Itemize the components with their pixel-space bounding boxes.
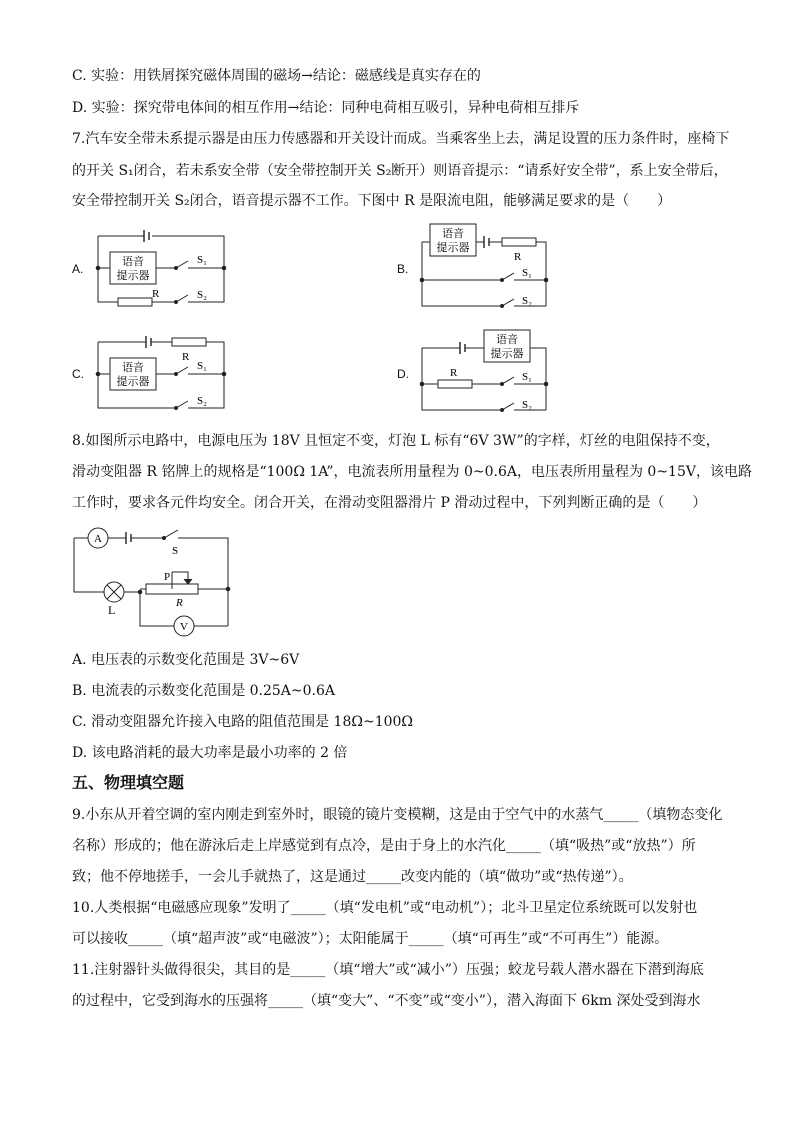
q6-option-d: D. 实验：探究带电体间的相互作用→结论：同种电荷相互吸引，异种电荷相互排斥 xyxy=(72,100,580,116)
q7-option-c-label: C. xyxy=(72,367,84,381)
q8-option-b: B. 电流表的示数变化范围是 0.25A~0.6A xyxy=(72,683,336,699)
device-label-line1: 语音 xyxy=(122,361,144,374)
q7-stem-line-3: 安全带控制开关 S₂闭合，语音提示器不工作。下图中 R 是限流电阻，能够满足要求的是（ ） xyxy=(72,193,672,209)
q7-option-d-label: D. xyxy=(397,367,409,381)
section-title: 五、物理填空题 xyxy=(72,773,185,792)
q8-stem-line-1: 8.如图所示电路中，电源电压为 18V 且恒定不变，灯泡 L 标有“6V 3W”的字样，灯丝的电阻保持不变， xyxy=(72,433,720,449)
q9-line-2: 名称）形成的；他在游泳后走上岸感觉到有点冷，是由于身上的水汽化_____（填“吸热”或“放热”）所 xyxy=(72,838,696,854)
lamp-label: L xyxy=(108,603,116,617)
resistor-label: R xyxy=(182,351,190,363)
q7-circuit-b xyxy=(418,222,558,312)
switch-s1-label: S₁ xyxy=(197,254,207,266)
device-label-line1: 语音 xyxy=(122,255,144,268)
device-label-line1: 语音 xyxy=(496,333,518,346)
q7-option-b-label: B. xyxy=(397,262,409,276)
device-label-line2: 提示器 xyxy=(490,347,524,360)
device-label-line1: 语音 xyxy=(442,227,464,240)
rheostat-label: R xyxy=(176,597,183,609)
resistor-label: R xyxy=(450,367,458,379)
q9-line-3: 致；他不停地搓手，一会儿手就热了，这是通过_____改变内能的（填“做功”或“热传递”）。 xyxy=(72,869,633,885)
q8-option-d: D. 该电路消耗的最大功率是最小功率的 2 倍 xyxy=(72,745,348,761)
switch-s1-label: S₁ xyxy=(522,371,532,383)
resistor-label: R xyxy=(514,251,522,263)
q11-line-2: 的过程中，它受到海水的压强将_____（填“变大”、“不变”或“变小”），潜入海面下 6km 深处受到海水 xyxy=(72,993,701,1009)
q8-stem-line-3: 工作时，要求各元件均安全。闭合开关，在滑动变阻器滑片 P 滑动过程中，下列判断正确的是（ ） xyxy=(72,495,707,511)
q10-line-2: 可以接收_____（填“超声波”或“电磁波”）；太阳能属于_____（填“可再生”或“不可再生”）能源。 xyxy=(72,931,669,947)
slider-label: P xyxy=(164,571,171,583)
switch-s1-label: S₁ xyxy=(522,267,532,279)
q8-stem-line-2: 滑动变阻器 R 铭牌上的规格是“100Ω 1A”，电流表所用量程为 0~0.6A，电压表所用量程为 0~15V，该电路 xyxy=(72,464,752,480)
q7-option-a-label: A. xyxy=(72,262,84,276)
resistor-label: R xyxy=(152,288,160,300)
device-label-line2: 提示器 xyxy=(116,269,150,282)
q9-line-1: 9.小东从开着空调的室内刚走到室外时，眼镜的镜片变模糊，这是由于空气中的水蒸气_____（填物态变化 xyxy=(72,807,723,823)
device-label-line2: 提示器 xyxy=(116,375,150,388)
q10-line-1: 10.人类根据“电磁感应现象”发明了_____（填“发电机”或“电动机”）；北斗卫星定位系统既可以发射也 xyxy=(72,900,698,916)
q11-line-1: 11.注射器针头做得很尖，其目的是_____（填“增大”或“减小”）压强；蛟龙号载人潜水器在下潜到海底 xyxy=(72,962,704,978)
q8-circuit xyxy=(68,522,238,642)
voltmeter-label: V xyxy=(180,621,188,633)
switch-s2-label: S₂ xyxy=(197,395,207,407)
switch-s1-label: S₁ xyxy=(197,360,207,372)
ammeter-label: A xyxy=(94,533,102,545)
q7-circuit-c xyxy=(94,330,234,420)
switch-s2-label: S₂ xyxy=(197,289,207,301)
switch-s2-label: S₂ xyxy=(522,295,532,307)
q8-option-a: A. 电压表的示数变化范围是 3V~6V xyxy=(72,652,300,668)
device-label-line2: 提示器 xyxy=(436,241,470,254)
q7-circuit-a xyxy=(94,224,234,314)
q6-option-c: C. 实验：用铁屑探究磁体周围的磁场→结论：磁感线是真实存在的 xyxy=(72,68,481,84)
q8-option-c: C. 滑动变阻器允许接入电路的阻值范围是 18Ω~100Ω xyxy=(72,714,414,730)
switch-label: S xyxy=(172,545,179,557)
q7-stem-line-1: 7.汽车安全带未系提示器是由压力传感器和开关设计而成。当乘客坐上去，满足设置的压力条件时，座椅下 xyxy=(72,131,730,147)
q7-stem-line-2: 的开关 S₁闭合，若未系安全带（安全带控制开关 S₂断开）则语音提示：“请系好安全带”，系上安全带后， xyxy=(72,163,728,179)
switch-s2-label: S₂ xyxy=(522,399,532,411)
q7-circuit-d xyxy=(418,328,558,418)
